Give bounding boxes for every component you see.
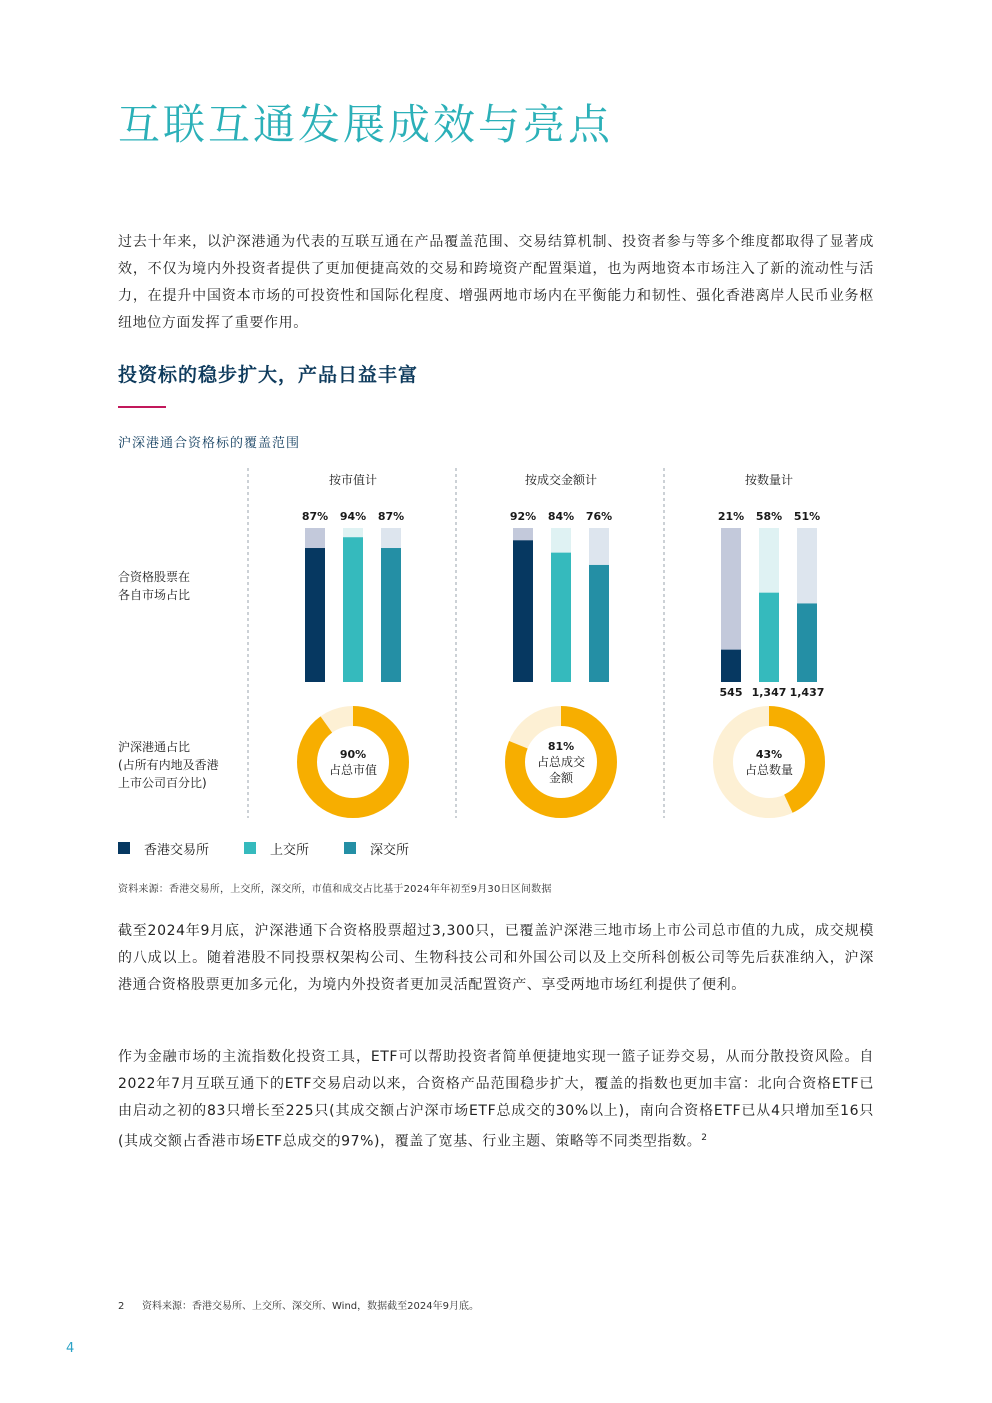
bar-value-label: 87% xyxy=(301,510,329,523)
donut-text-label: 占总市值 xyxy=(328,763,378,777)
bar-value-label: 21% xyxy=(717,510,745,523)
bar xyxy=(381,548,401,682)
donut-pct-label: 90% xyxy=(339,748,367,761)
panel-heading: 按数量计 xyxy=(744,473,794,487)
bar-row-label-line: 合资格股票在 xyxy=(118,570,191,584)
intro-paragraph: 过去十年来，以沪深港通为代表的互联互通在产品覆盖范围、交易结算机制、投资者参与等多个维度都取得了显著成效，不仅为境内外投资者提供了更加便捷高效的交易和跨境资产配置渠道，也为两地资本市场注入了新的流动性与活力，在提升中国资本市场的可投资性和国际化程度、增强两地市场内在平衡能力和韧性、强化香港离岸人民币业务枢纽地位方面发挥了重要作用。 xyxy=(118,234,874,331)
footnote-number: 2 xyxy=(118,1301,125,1312)
chart-title: 沪深港通合资格标的覆盖范围 xyxy=(118,436,301,451)
legend-swatch xyxy=(244,842,256,854)
legend-label: 深交所 xyxy=(370,843,410,858)
legend-label: 上交所 xyxy=(270,843,310,858)
legend-label: 香港交易所 xyxy=(144,843,210,858)
donut-row-label-line: 沪深港通占比 xyxy=(118,740,191,754)
donut-row-label-line: 上市公司百分比) xyxy=(118,776,207,790)
bar xyxy=(797,603,817,682)
bar-count-label: 545 xyxy=(719,686,743,699)
donut-pct-label: 43% xyxy=(755,748,783,761)
footnote xyxy=(118,1297,479,1312)
page-title: 互联互通发展成效与亮点 xyxy=(118,100,614,149)
panel-heading: 按成交金额计 xyxy=(524,473,598,487)
paragraph-stock-coverage: 截至2024年9月底，沪深港通下合资格股票超过3,300只，已覆盖沪深港三地市场上市公司总市值的九成，成交规模的八成以上。随着港股不同投票权架构公司、生物科技公司和外国公司以及上交所科创板公司等先后获准纳入，沪深港通合资格股票更加多元化，为境内外投资者更加灵活配置资产、享受两地市场红利提供了便利。 xyxy=(118,923,874,993)
bar xyxy=(589,565,609,682)
panel-heading: 按市值计 xyxy=(328,473,378,487)
bar xyxy=(343,537,363,682)
bar-value-label: 92% xyxy=(509,510,537,523)
bar xyxy=(305,548,325,682)
bar-value-label: 51% xyxy=(793,510,821,523)
chart-source-note: 资料来源：香港交易所，上交所，深交所，市值和成交占比基于2024年年初至9月30日区间数据 xyxy=(118,884,552,895)
footnote-ref: 2 xyxy=(701,1133,708,1143)
bar xyxy=(721,650,741,682)
bar-value-label: 76% xyxy=(585,510,613,523)
bar-count-label: 1,437 xyxy=(789,686,825,699)
donut-text-label: 占总成交 xyxy=(536,755,586,769)
donut-row-label-line: (占所有内地及香港 xyxy=(118,758,219,772)
legend-swatch xyxy=(344,842,356,854)
paragraph-etf-text: 作为金融市场的主流指数化投资工具，ETF可以帮助投资者简单便捷地实现一篮子证券交易，从而分散投资风险。自2022年7月互联互通下的ETF交易启动以来，合资格产品范围稳步扩大，覆盖的指数也更加丰富：北向合资格ETF已由启动之初的83只增长至225只(其成交额占沪深市场ETF总成交的30%以上)，南向合资格ETF已从4只增加至16只(其成交额占香港市场ETF总成交的97%)，覆盖了宽基、行业主题、策略等不同类型指数。 xyxy=(118,1049,874,1150)
paragraph-etf xyxy=(118,1044,874,1156)
section-subheading: 投资标的稳步扩大，产品日益丰富 xyxy=(118,364,419,386)
bar-count-label: 1,347 xyxy=(751,686,787,699)
bar xyxy=(551,553,571,682)
donut-text-label: 金额 xyxy=(548,771,574,785)
donut-text-label: 占总数量 xyxy=(744,763,794,777)
bar-value-label: 87% xyxy=(377,510,405,523)
page-number: 4 xyxy=(66,1341,75,1356)
bar-value-label: 58% xyxy=(755,510,783,523)
legend-swatch xyxy=(118,842,130,854)
bar xyxy=(759,593,779,682)
footnote-text: 资料来源：香港交易所、上交所、深交所、Wind，数据截至2024年9月底。 xyxy=(142,1301,479,1312)
donut-pct-label: 81% xyxy=(547,740,575,753)
bar xyxy=(513,540,533,682)
donut-segment xyxy=(307,716,399,808)
bar-value-label: 94% xyxy=(339,510,367,523)
bar-value-label: 84% xyxy=(547,510,575,523)
bar-row-label-line: 各自市场占比 xyxy=(118,588,191,602)
